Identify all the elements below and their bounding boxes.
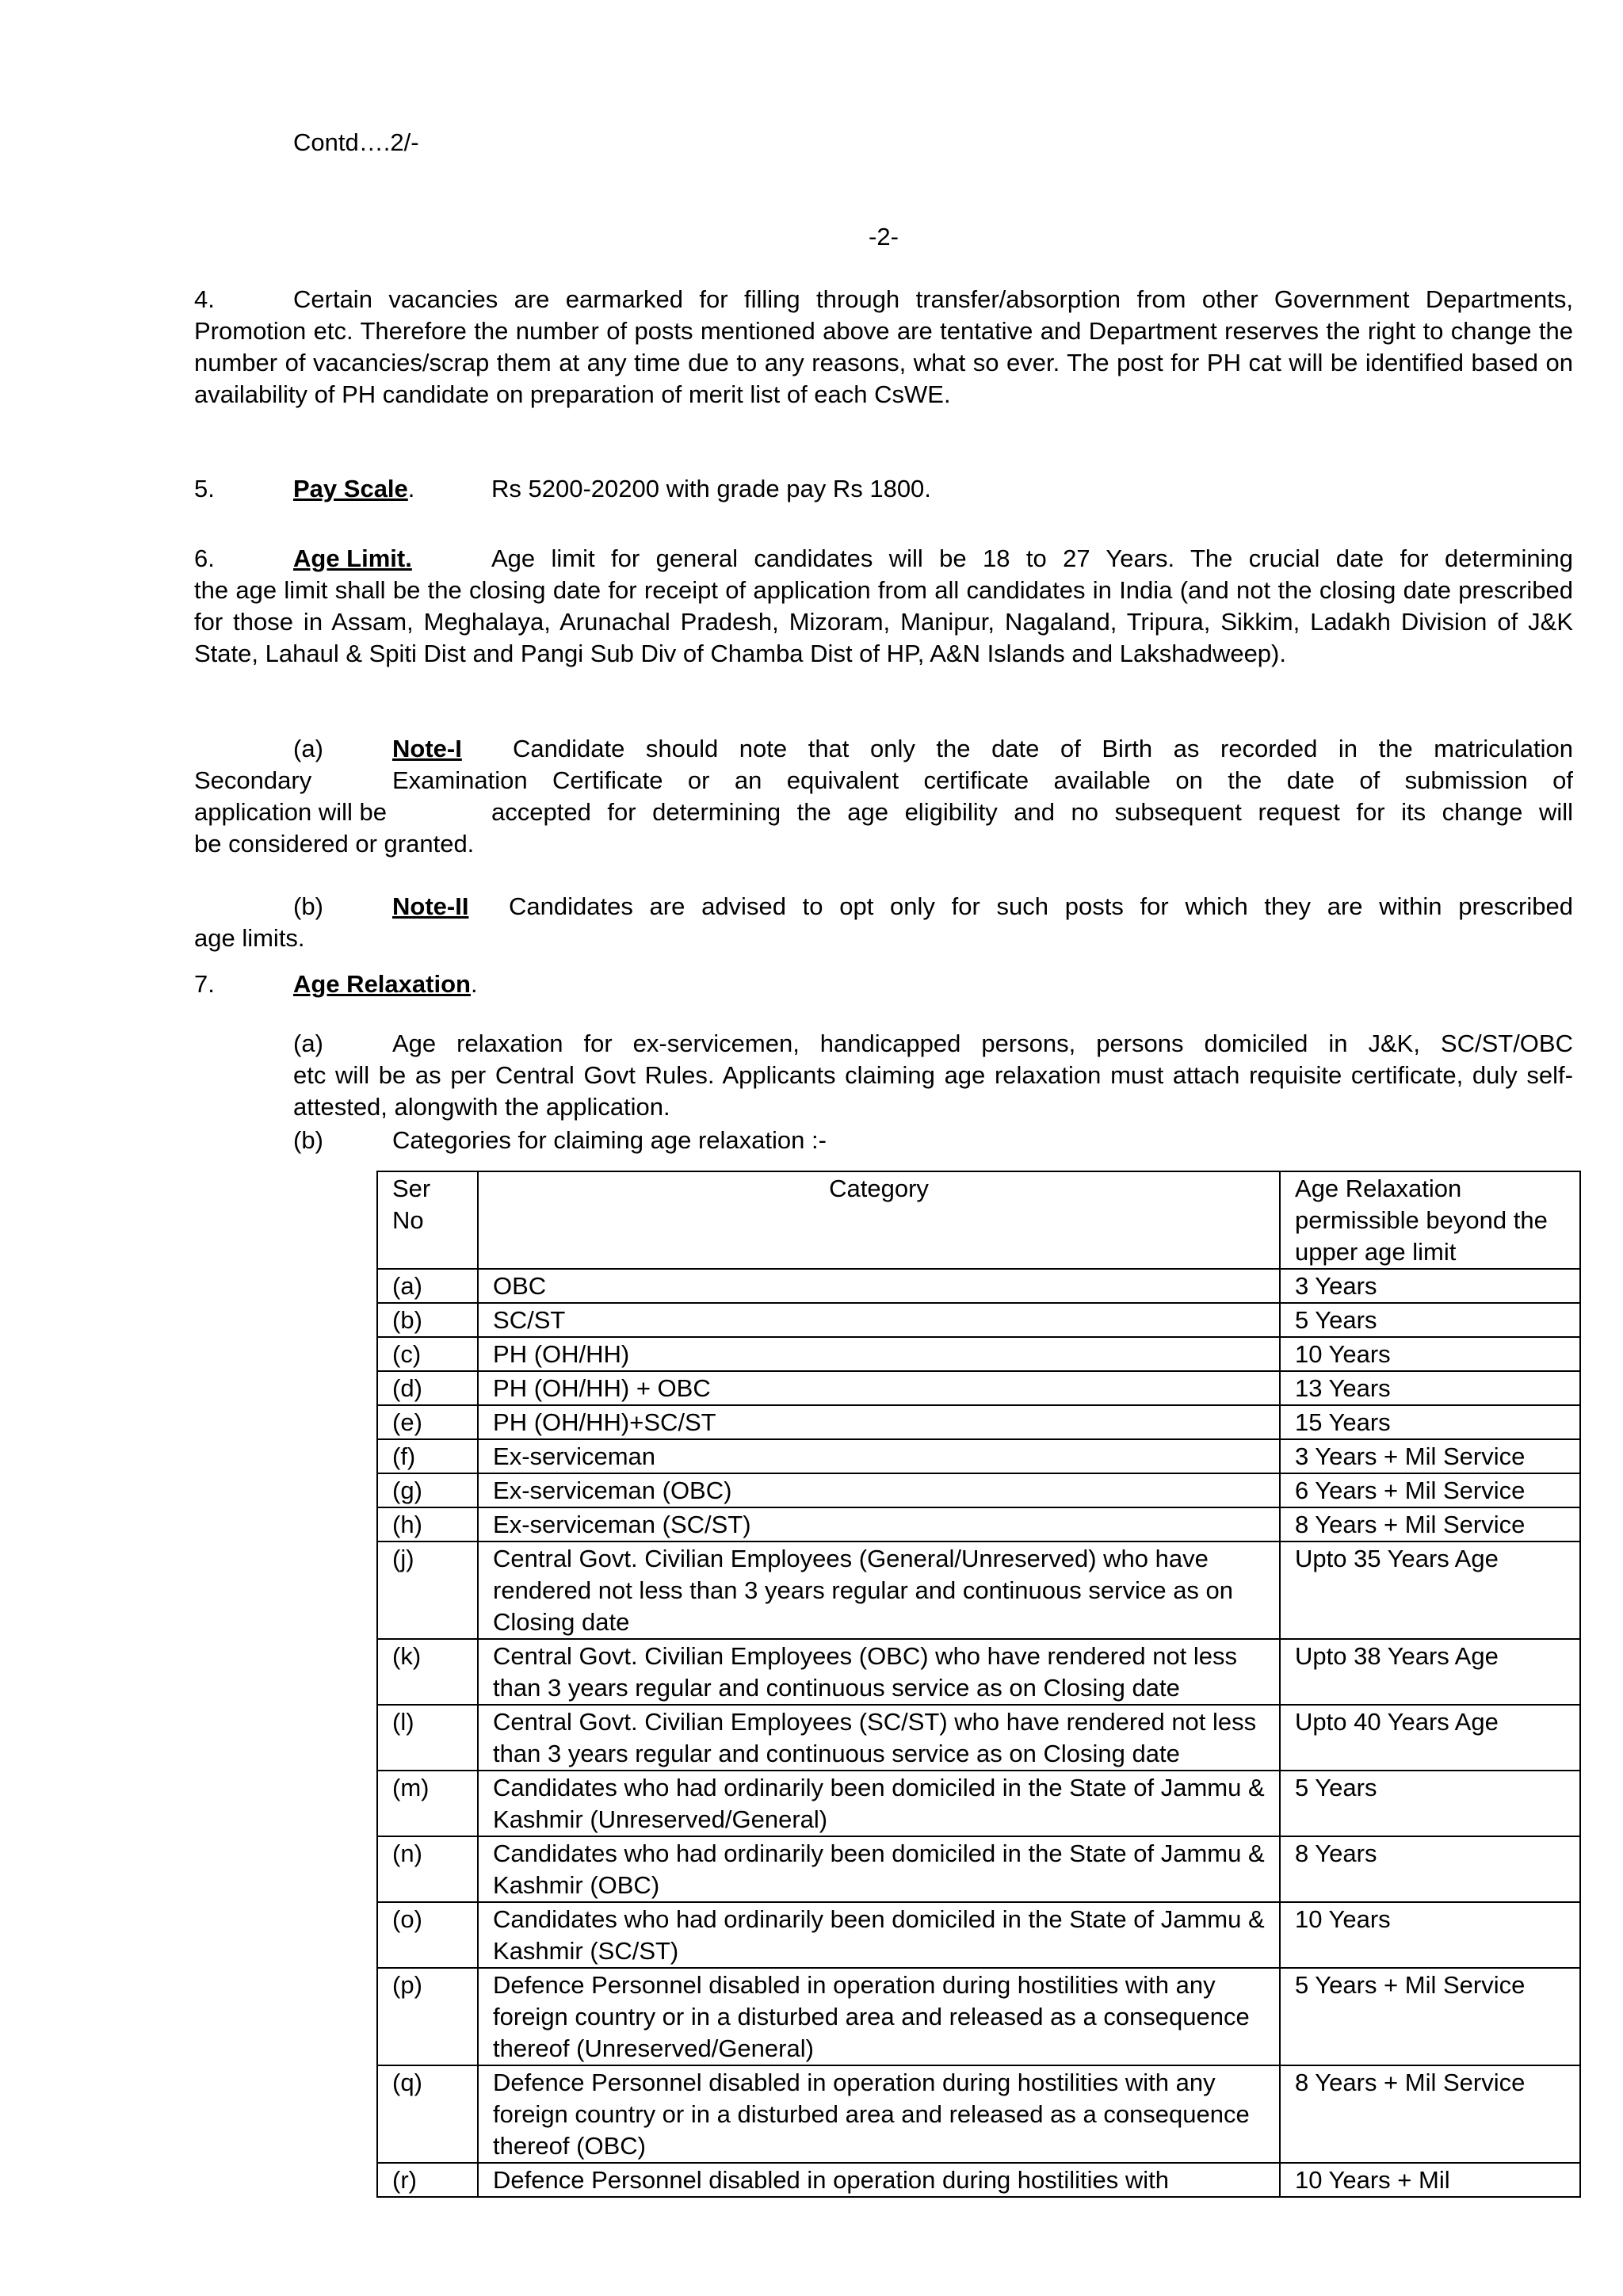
table-row (377, 1902, 1580, 1968)
para-7a-text: etc will be as per Central Govt Rules. Applicants claiming age relaxation must attach requisite certificate, duly self-attested, alongwith the application. (293, 1061, 1573, 1121)
paragraph-4-text: Certain vacancies are earmarked for filling through transfer/absorption from other Government Departments, Promotion etc. Therefore the number of posts mentioned above are tentative and Department reserves the right to change the number of vacancies/scrap them at any time due to any reasons, what so ever. The post for PH cat will be identified based on availability of PH candidate on preparation of merit list of each CsWE. (194, 285, 1573, 408)
category-cell: Candidates who had ordinarily been domiciled in the State of Jammu & Kashmir (OBC) (478, 1836, 1280, 1902)
table-row (377, 1836, 1580, 1902)
note-1-label: (a) (293, 735, 323, 762)
paragraph-7-number: 7. (194, 970, 215, 998)
table-row (377, 1473, 1580, 1507)
age-limit-heading: Age Limit. (293, 544, 412, 572)
ser-no-cell: (m) (377, 1771, 478, 1836)
ser-no-cell: (p) (377, 1968, 478, 2065)
table-row (377, 1405, 1580, 1439)
table-row (377, 1705, 1580, 1771)
pay-scale-punct: . (407, 475, 415, 502)
table-row (377, 1507, 1580, 1541)
table-row (377, 1303, 1580, 1337)
relaxation-cell: Upto 38 Years Age (1280, 1639, 1580, 1705)
table-row (377, 1371, 1580, 1405)
ser-no-cell: (c) (377, 1337, 478, 1371)
ser-no-cell: (d) (377, 1371, 478, 1405)
age-relaxation-table (376, 1171, 1581, 2198)
paragraph-4-number: 4. (194, 285, 215, 313)
header-ser-no: Ser No (377, 1171, 478, 1269)
ser-no-cell: (n) (377, 1836, 478, 1902)
relaxation-cell: 3 Years (1280, 1269, 1580, 1303)
relaxation-cell: Upto 35 Years Age (1280, 1541, 1580, 1639)
ser-no-cell: (k) (377, 1639, 478, 1705)
note-1-line1: Candidate should note that only the date of Birth as recorded in the matriculation (513, 735, 1573, 762)
relaxation-cell: 8 Years + Mil Service (1280, 2065, 1580, 2163)
para-7a-label: (a) (293, 1030, 323, 1057)
pay-scale-heading: Pay Scale (293, 475, 408, 502)
category-cell: PH (OH/HH)+SC/ST (478, 1405, 1280, 1439)
paragraph-7-heading (293, 968, 478, 1000)
category-cell: Candidates who had ordinarily been domiciled in the State of Jammu & Kashmir (SC/ST) (478, 1902, 1280, 1968)
note-1-line4: be considered or granted. (194, 830, 475, 858)
note-1-line3a: application will be (194, 798, 387, 826)
table-row (377, 1771, 1580, 1836)
page-number: -2- (869, 223, 899, 250)
relaxation-cell: 5 Years + Mil Service (1280, 1968, 1580, 2065)
ser-no-cell: (f) (377, 1439, 478, 1473)
ser-no-cell: (o) (377, 1902, 478, 1968)
relaxation-cell: 10 Years (1280, 1902, 1580, 1968)
category-cell: Ex-serviceman (SC/ST) (478, 1507, 1280, 1541)
ser-no-cell: (b) (377, 1303, 478, 1337)
age-relaxation-heading: Age Relaxation (293, 970, 471, 998)
category-cell: Defence Personnel disabled in operation during hostilities with any foreign country or in a disturbed area and released as a consequence thereof (OBC) (478, 2065, 1280, 2163)
table-header-row (377, 1171, 1580, 1269)
relaxation-cell: 8 Years + Mil Service (1280, 1507, 1580, 1541)
relaxation-cell: 3 Years + Mil Service (1280, 1439, 1580, 1473)
note-1-line2b: Examination Certificate or an equivalent certificate available on the date of submission of (392, 766, 1573, 794)
relaxation-cell: 10 Years + Mil (1280, 2163, 1580, 2197)
age-relaxation-table-body (377, 1171, 1580, 2197)
ser-no-cell: (e) (377, 1405, 478, 1439)
note-2-label: (b) (293, 892, 323, 920)
category-cell: Ex-serviceman (OBC) (478, 1473, 1280, 1507)
para-7b-label: (b) (293, 1126, 323, 1154)
category-cell: Defence Personnel disabled in operation during hostilities with any foreign country or in a disturbed area and released as a consequence thereof (Unreserved/General) (478, 1968, 1280, 2065)
table-row (377, 1639, 1580, 1705)
note-1-heading: Note-I (392, 735, 462, 762)
note-1-line3b: accepted for determining the age eligibility and no subsequent request for its change will (491, 798, 1573, 826)
ser-no-cell: (l) (377, 1705, 478, 1771)
paragraph-5-heading (293, 473, 414, 505)
ser-no-cell: (h) (377, 1507, 478, 1541)
category-cell: Ex-serviceman (478, 1439, 1280, 1473)
table-row (377, 1269, 1580, 1303)
para-7b-text: Categories for claiming age relaxation :- (392, 1126, 827, 1154)
ser-no-cell: (q) (377, 2065, 478, 2163)
category-cell: Candidates who had ordinarily been domiciled in the State of Jammu & Kashmir (Unreserved/General) (478, 1771, 1280, 1836)
relaxation-cell: Upto 40 Years Age (1280, 1705, 1580, 1771)
relaxation-cell: 13 Years (1280, 1371, 1580, 1405)
relaxation-cell: 15 Years (1280, 1405, 1580, 1439)
table-row (377, 1337, 1580, 1371)
ser-no-cell: (j) (377, 1541, 478, 1639)
contd-note: Contd….2/- (293, 128, 419, 156)
ser-no-cell: (g) (377, 1473, 478, 1507)
category-cell: PH (OH/HH) + OBC (478, 1371, 1280, 1405)
table-row (377, 1439, 1580, 1473)
table-row (377, 1968, 1580, 2065)
note-1-line2a: Secondary (194, 766, 312, 794)
paragraph-6-number: 6. (194, 544, 215, 572)
table-row (377, 2163, 1580, 2197)
table-row (377, 2065, 1580, 2163)
relaxation-cell: 5 Years (1280, 1303, 1580, 1337)
category-cell: OBC (478, 1269, 1280, 1303)
paragraph-4 (194, 284, 1573, 411)
category-cell: SC/ST (478, 1303, 1280, 1337)
age-limit-line1: Age limit for general candidates will be 18 to 27 Years. The crucial date for determining (491, 544, 1573, 572)
category-cell: Defence Personnel disabled in operation during hostilities with (478, 2163, 1280, 2197)
age-limit-text: the age limit shall be the closing date for receipt of application from all candidates in India (and not the closing date prescribed for those in Assam, Meghalaya, Arunachal Pradesh, Mizoram, Manipur, Nagaland, Tripura, Sikkim, Ladakh Division of J&K State, Lahaul & Spiti Dist and Pangi Sub Div of Chamba Dist of HP, A&N Islands and Lakshadweep). (194, 576, 1573, 667)
pay-scale-text: Rs 5200-20200 with grade pay Rs 1800. (491, 475, 931, 502)
ser-no-cell: (a) (377, 1269, 478, 1303)
note-2-line1: Candidates are advised to opt only for such posts for which they are within prescribed (509, 892, 1573, 920)
category-cell: Central Govt. Civilian Employees (OBC) who have rendered not less than 3 years regular and continuous service as on Closing date (478, 1639, 1280, 1705)
relaxation-cell: 6 Years + Mil Service (1280, 1473, 1580, 1507)
note-2-line2: age limits. (194, 924, 305, 952)
relaxation-cell: 5 Years (1280, 1771, 1580, 1836)
para-7a-line1: Age relaxation for ex-servicemen, handicapped persons, persons domiciled in J&K, SC/ST/OBC (392, 1030, 1573, 1057)
header-category: Category (478, 1171, 1280, 1269)
table-row (377, 1541, 1580, 1639)
relaxation-cell: 10 Years (1280, 1337, 1580, 1371)
relaxation-cell: 8 Years (1280, 1836, 1580, 1902)
paragraph-5-number: 5. (194, 475, 215, 502)
ser-no-cell: (r) (377, 2163, 478, 2197)
note-2-heading: Note-II (392, 892, 469, 920)
category-cell: Central Govt. Civilian Employees (General/Unreserved) who have rendered not less than 3 years regular and continuous service as on Closing date (478, 1541, 1280, 1639)
category-cell: Central Govt. Civilian Employees (SC/ST) who have rendered not less than 3 years regular and continuous service as on Closing date (478, 1705, 1280, 1771)
header-age-relaxation: Age Relaxation permissible beyond the upper age limit (1280, 1171, 1580, 1269)
age-relaxation-punct: . (470, 970, 478, 998)
category-cell: PH (OH/HH) (478, 1337, 1280, 1371)
